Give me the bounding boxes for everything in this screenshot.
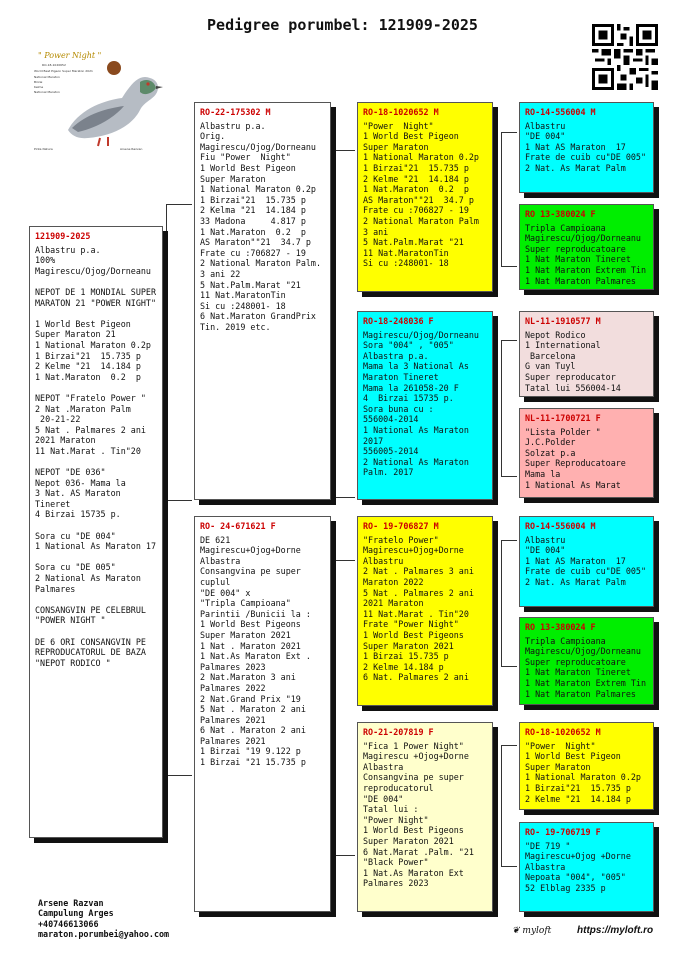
pigeon-description: "Fica 1 Power Night" Magirescu +Ojog+Dorne Albastra Consangvina pe super reproducatorul "DE 004" Tatal lui : "Power Night" 1 World Best Pigeons Super Maraton 2021 6 Nat.Marat .Palm. "21 "Black Power" 1 Nat.As Maraton Ext Palmares 2023 [363, 740, 474, 889]
pigeon-description: "Power Night" 1 World Best Pigeon Super Maraton 1 National Maraton 0.2p 1 Birzai"21 15.735 p 2 Kelme "21 14.184 p 1 Nat.Maraton 0.2 p AS Maraton""21 34.7 p Frate cu :706827 - 19 2 National Maraton Palm 3 ani 5 Nat.Palm.Marat "21 11 Nat.MaratonTin Si cu :248001- 18 [363, 120, 479, 269]
connector-line [501, 266, 517, 267]
pigeon-photo [28, 44, 168, 156]
breeder-contact: Arsene Razvan Campulung Arges +40746613066 maraton.porumbei@yahoo.com [38, 898, 170, 940]
website-link[interactable]: https://myloft.ro [577, 925, 654, 936]
connector-line [166, 775, 192, 776]
connector-line [335, 560, 336, 856]
pigeon-card-ddd [519, 822, 654, 912]
connector-line [335, 560, 355, 561]
ring-number: RO-21-207819 F [363, 727, 434, 737]
pigeon-description: Albastru "DE 004" 1 Nat AS Maraton 17 Frate de cuib cu"DE 005" 2 Nat. As Marat Palm [525, 534, 647, 587]
sign-left: Pinta Natura [34, 147, 53, 151]
photo-line: National Maraton [34, 90, 60, 94]
connector-line [166, 204, 192, 205]
pigeon-description: Albastru p.a. Orig. Magirescu/Ojog/Dorneanu Fiu "Power Night" 1 World Best Pigeon Super Maraton 1 National Maraton 0.2p 1 Birzai"21 15.735 p 2 Kelma "21 14.184 p 33 Madona 4.817 p 1 Nat.Maraton 0.2 p AS Maraton""21 34.7 p Frate cu :706827 - 19 2 National Maraton Palm. 3 ani 22 5 Nat.Palm.Marat "21 11 Nat.MaratonTin Si cu :248001- 18 6 Nat.Maraton GrandPrix Tin. 2019 etc. [200, 120, 322, 332]
connector-line [501, 132, 517, 133]
connector-line [335, 150, 355, 151]
pigeon-card-sdd [519, 408, 654, 498]
ring-number: RO-22-175302 M [200, 107, 271, 117]
sign-right: Arsene Razvan [120, 147, 143, 151]
pigeon-card-main [29, 226, 163, 838]
page-title: Pedigree porumbel: 121909-2025 [207, 16, 478, 34]
photo-line: National Maraton [34, 75, 60, 79]
ring-number: RO 13-380024 F [525, 209, 596, 219]
connector-line [335, 150, 336, 498]
connector-line [501, 340, 502, 477]
pigeon-card-sire [194, 102, 331, 500]
pigeon-card-sire-sire [357, 102, 493, 292]
connector-line [335, 497, 355, 498]
ring-number: RO 13-380024 F [525, 622, 596, 632]
ring-number: RO- 24-671621 F [200, 521, 276, 531]
photo-line: Birzai [34, 80, 43, 84]
pigeon-description: "DE 719 " Magirescu+Ojog +Dorne Albastra Nepoata "004", "005" 52 Elblag 2335 p [525, 840, 631, 893]
pigeon-description: Nepot Rodico 1 International Barcelona G van Tuyl Super reproducator Tatal lui 556004-14 [525, 329, 621, 393]
ring-number: RO-14-556004 M [525, 521, 596, 531]
ring-number: 121909-2025 [35, 231, 91, 241]
ring-number: RO-18-248036 F [363, 316, 434, 326]
trophy-icon [107, 61, 121, 75]
myloft-logo [512, 926, 551, 936]
connector-line [501, 540, 517, 541]
connector-line [166, 204, 167, 776]
ring-number: NL-11-1910577 M [525, 316, 601, 326]
connector-line [501, 340, 517, 341]
pigeon-card-dam-sire [357, 516, 493, 706]
pigeon-card-dsd [519, 617, 654, 705]
connector-line [501, 476, 517, 477]
photo-line: RO-18-1020652 [42, 63, 66, 67]
bird-icon: ❦ [512, 926, 520, 936]
pigeon-description: "Power Night" 1 World Best Pigeon Super Maraton 1 National Maraton 0.2p 1 Birzai"21 15.735 p 2 Kelme "21 14.184 p [525, 740, 641, 804]
connector-line [501, 132, 502, 267]
ring-number: RO- 19-706827 M [363, 521, 439, 531]
qr-code-icon [592, 24, 658, 90]
pigeon-description: Tripla Campioana Magirescu/Ojog/Dorneanu Super reproducatoare 1 Nat Maraton Tineret 1 Nat Maraton Extrem Tin 1 Nat Maraton Palmares [525, 635, 647, 699]
pigeon-description: Albastru "DE 004" 1 Nat AS Maraton 17 Frate de cuib cu"DE 005" 2 Nat. As Marat Palm [525, 120, 647, 173]
photo-line: Kelme [34, 85, 44, 89]
pigeon-description: Magirescu/Ojog/Dorneanu Sora "004" , "005" Albastra p.a. Mama la 3 National As Maraton Tineret Mama la 261058-20 F 4 Birzai 15735 p. Sora buna cu : 556004-2014 1 National As Maraton 2017 556005-2014 2 National As Maraton Palm. 2017 [363, 329, 479, 478]
pigeon-description: Albastru p.a. 100% Magirescu/Ojog/Dorneanu NEPOT DE 1 MONDIAL SUPER MARATON 21 "POWER NIGHT" 1 World Best Pigeon Super Maraton 21 1 National Maraton 0.2p 1 Birzai"21 15.735 p 2 Kelme "21 14.184 p 1 Nat.Maraton 0.2 p NEPOT "Fratelo Power " 2 Nat .Maraton Palm 20-21-22 5 Nat . Palmares 2 ani 2021 Maraton 11 Nat.Marat . Tin"20 NEPOT "DE 036" Nepot 036- Mama la 3 Nat. AS Maraton Tineret 4 Birzai 15735 p. Sora cu "DE 004" 1 National As Maraton 17 Sora cu "DE 005" 2 National As Maraton Palmares CONSANGVIN PE CELEBRUL "POWER NIGHT " DE 6 ORI CONSANGVIN PE REPRODUCATORUL DE BAZA "NEPOT RODICO " [35, 244, 157, 668]
pigeon-description: Tripla Campioana Magirescu/Ojog/Dorneanu Super reproducatoare 1 Nat Maraton Tineret 1 Nat Maraton Extrem Tin 1 Nat Maraton Palmares [525, 222, 647, 286]
pigeon-card-dam-dam [357, 722, 493, 912]
pigeon-card-sire-dam [357, 311, 493, 500]
pigeon-card-dds [519, 722, 654, 810]
photo-caption: " Power Night " [38, 51, 102, 60]
ring-number: RO-18-1020652 M [363, 107, 439, 117]
pigeon-description: DE 621 Magirescu+Ojog+Dorne Albastra Consangvina pe super cuplul "DE 004" x "Tripla Campioana" Parintii /Bunicii la : 1 World Best Pigeons Super Maraton 2021 1 Nat . Maraton 2021 1 Nat.As Maraton Ext . Palmares 2023 2 Nat.Maraton 3 ani Palmares 2022 2 Nat.Grand Prix "19 5 Nat . Maraton 2 ani Palmares 2021 6 Nat . Maraton 2 ani Palmares 2021 1 Birzai "19 9.122 p 1 Birzai "21 15.735 p [200, 534, 311, 768]
ring-number: RO-18-1020652 M [525, 727, 601, 737]
photo-line: World Best Pigeon Super Maraton 2021 [34, 69, 93, 73]
logo-text: myloft [522, 926, 552, 936]
pigeon-card-dss [519, 516, 654, 607]
pigeon-card-sss [519, 102, 654, 193]
ring-number: RO-14-556004 M [525, 107, 596, 117]
connector-line [501, 745, 502, 867]
pigeon-card-ssd [519, 204, 654, 290]
pigeon-card-sds [519, 311, 654, 397]
pigeon-card-dam [194, 516, 331, 912]
ring-number: RO- 19-706719 F [525, 827, 601, 837]
pigeon-description: "Fratelo Power" Magirescu+Ojog+Dorne Albastru 2 Nat . Palmares 3 ani Maraton 2022 5 Nat . Palmares 2 ani 2021 Maraton 11 Nat.Marat . Tin"20 Frate "Power Night" 1 World Best Pigeons Super Maraton 2021 1 Birzai 15.735 p 2 Kelme 14.184 p 6 Nat. Palmares 2 ani [363, 534, 474, 683]
connector-line [501, 745, 517, 746]
connector-line [501, 866, 517, 867]
connector-line [501, 540, 502, 667]
connector-line [335, 855, 355, 856]
pigeon-description: "Lista Polder " J.C.Polder Solzat p.a Super Reproducatoare Mama la 1 National As Marat [525, 426, 626, 490]
ring-number: NL-11-1700721 F [525, 413, 601, 423]
connector-line [501, 666, 517, 667]
connector-line [166, 500, 192, 501]
